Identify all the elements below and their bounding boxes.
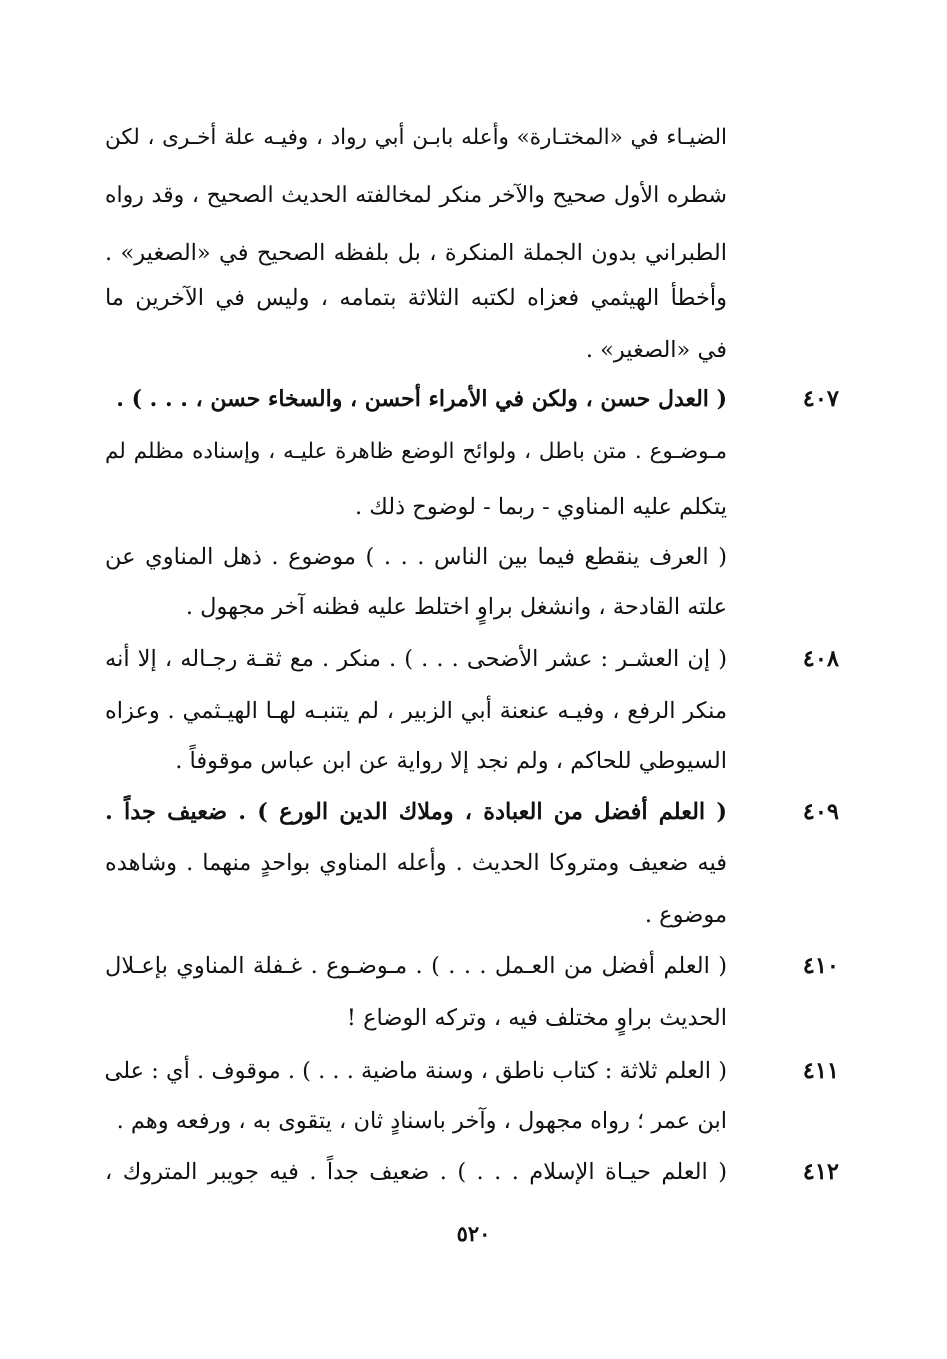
entry-number: ٤٠٧ [802, 386, 839, 412]
entry-line: الحديث براوٍ مختلف فيه ، وتركه الوضاع ! [346, 1005, 727, 1031]
entry-line: السيوطي للحاكم ، ولم نجد إلا رواية عن ابن عباس موقوفاً . [175, 748, 727, 774]
entry-line: علته القادحة ، وانشغل براوٍ اختلط عليه فظنه آخر مجهول . [185, 594, 727, 620]
intro-line: وأخطأ الهيثمي فعزاه لكتبه الثلاثة بتمامه ، وليس في الآخرين ما [105, 285, 727, 311]
entry-number: ٤١١ [802, 1058, 839, 1084]
entry-line: يتكلم عليه المناوي - ربما - لوضوح ذلك . [355, 494, 727, 520]
intro-line: شطره الأول صحيح والآخر منكر لمخالفته الحديث الصحيح ، وقد رواه [105, 183, 727, 208]
entry-heading: ( العلم حيـاة الإسلام . . . ) . ضعيف جداً . فيه جويبر المتروك ، [105, 1159, 727, 1185]
page-number: ٥٢٠ [456, 1221, 491, 1246]
intro-line: في «الصغير» . [585, 337, 727, 363]
intro-line: الضيـاء في «المختـارة» وأعله بابـن أبي رواد ، وفيـه علة أخـرى ، لكن [105, 125, 727, 150]
intro-line: الطبراني بدون الجملة المنكرة ، بل بلفظه الصحيح في «الصغير» . [105, 240, 727, 266]
entry-heading: ( العلم أفضل من العـمل . . . ) . مـوضـوع . غـفلة المناوي بإعـلال [105, 953, 727, 979]
entry-number: ٤٠٩ [802, 799, 839, 825]
entry-line: ابن عمر ؛ رواه مجهول ، وآخر باسنادٍ ثان ، يتقوى به ، ورفعه وهم . [116, 1108, 727, 1134]
entry-number: ٤١٢ [802, 1159, 839, 1185]
entry-quote: ( العرف ينقطع فيما بين الناس . . . ) موضوع . ذهل المناوي عن [105, 544, 727, 570]
entry-number: ٤٠٨ [802, 646, 839, 672]
entry-line: منكر الرفع ، وفيـه عنعنة أبي الزبير ، لم يتنبـه لهـا الهيـثمي . وعزاه [105, 698, 727, 724]
entry-number: ٤١٠ [802, 953, 839, 979]
entry-heading: ( العلم ثلاثة : كتاب ناطق ، وسنة ماضية . . . ) . موقوف . أي : على [104, 1058, 727, 1084]
entry-heading: ( العدل حسن ، ولكن في الأمراء أحسن ، والسخاء حسن ، . . . ) . [116, 386, 727, 412]
entry-heading: ( العلم أفضل من العبادة ، وملاك الدين الورع ) . ضعيف جداً . [105, 799, 727, 825]
entry-line [105, 542, 727, 576]
entry-line: موضوع . [644, 902, 727, 928]
entry-line: مـوضـوع . متن باطل ، ولوائح الوضع ظاهرة عليـه ، وإسناده مظلم لم [105, 439, 727, 464]
entry-heading: ( إن العشـر : عشر الأضحى . . . ) . منكر . مع ثقـة رجـاله ، إلا أنه [105, 646, 727, 672]
entry-line: فيه ضعيف ومتروكا الحديث . وأعله المناوي بواحدٍ منهما . وشاهده [105, 850, 727, 876]
